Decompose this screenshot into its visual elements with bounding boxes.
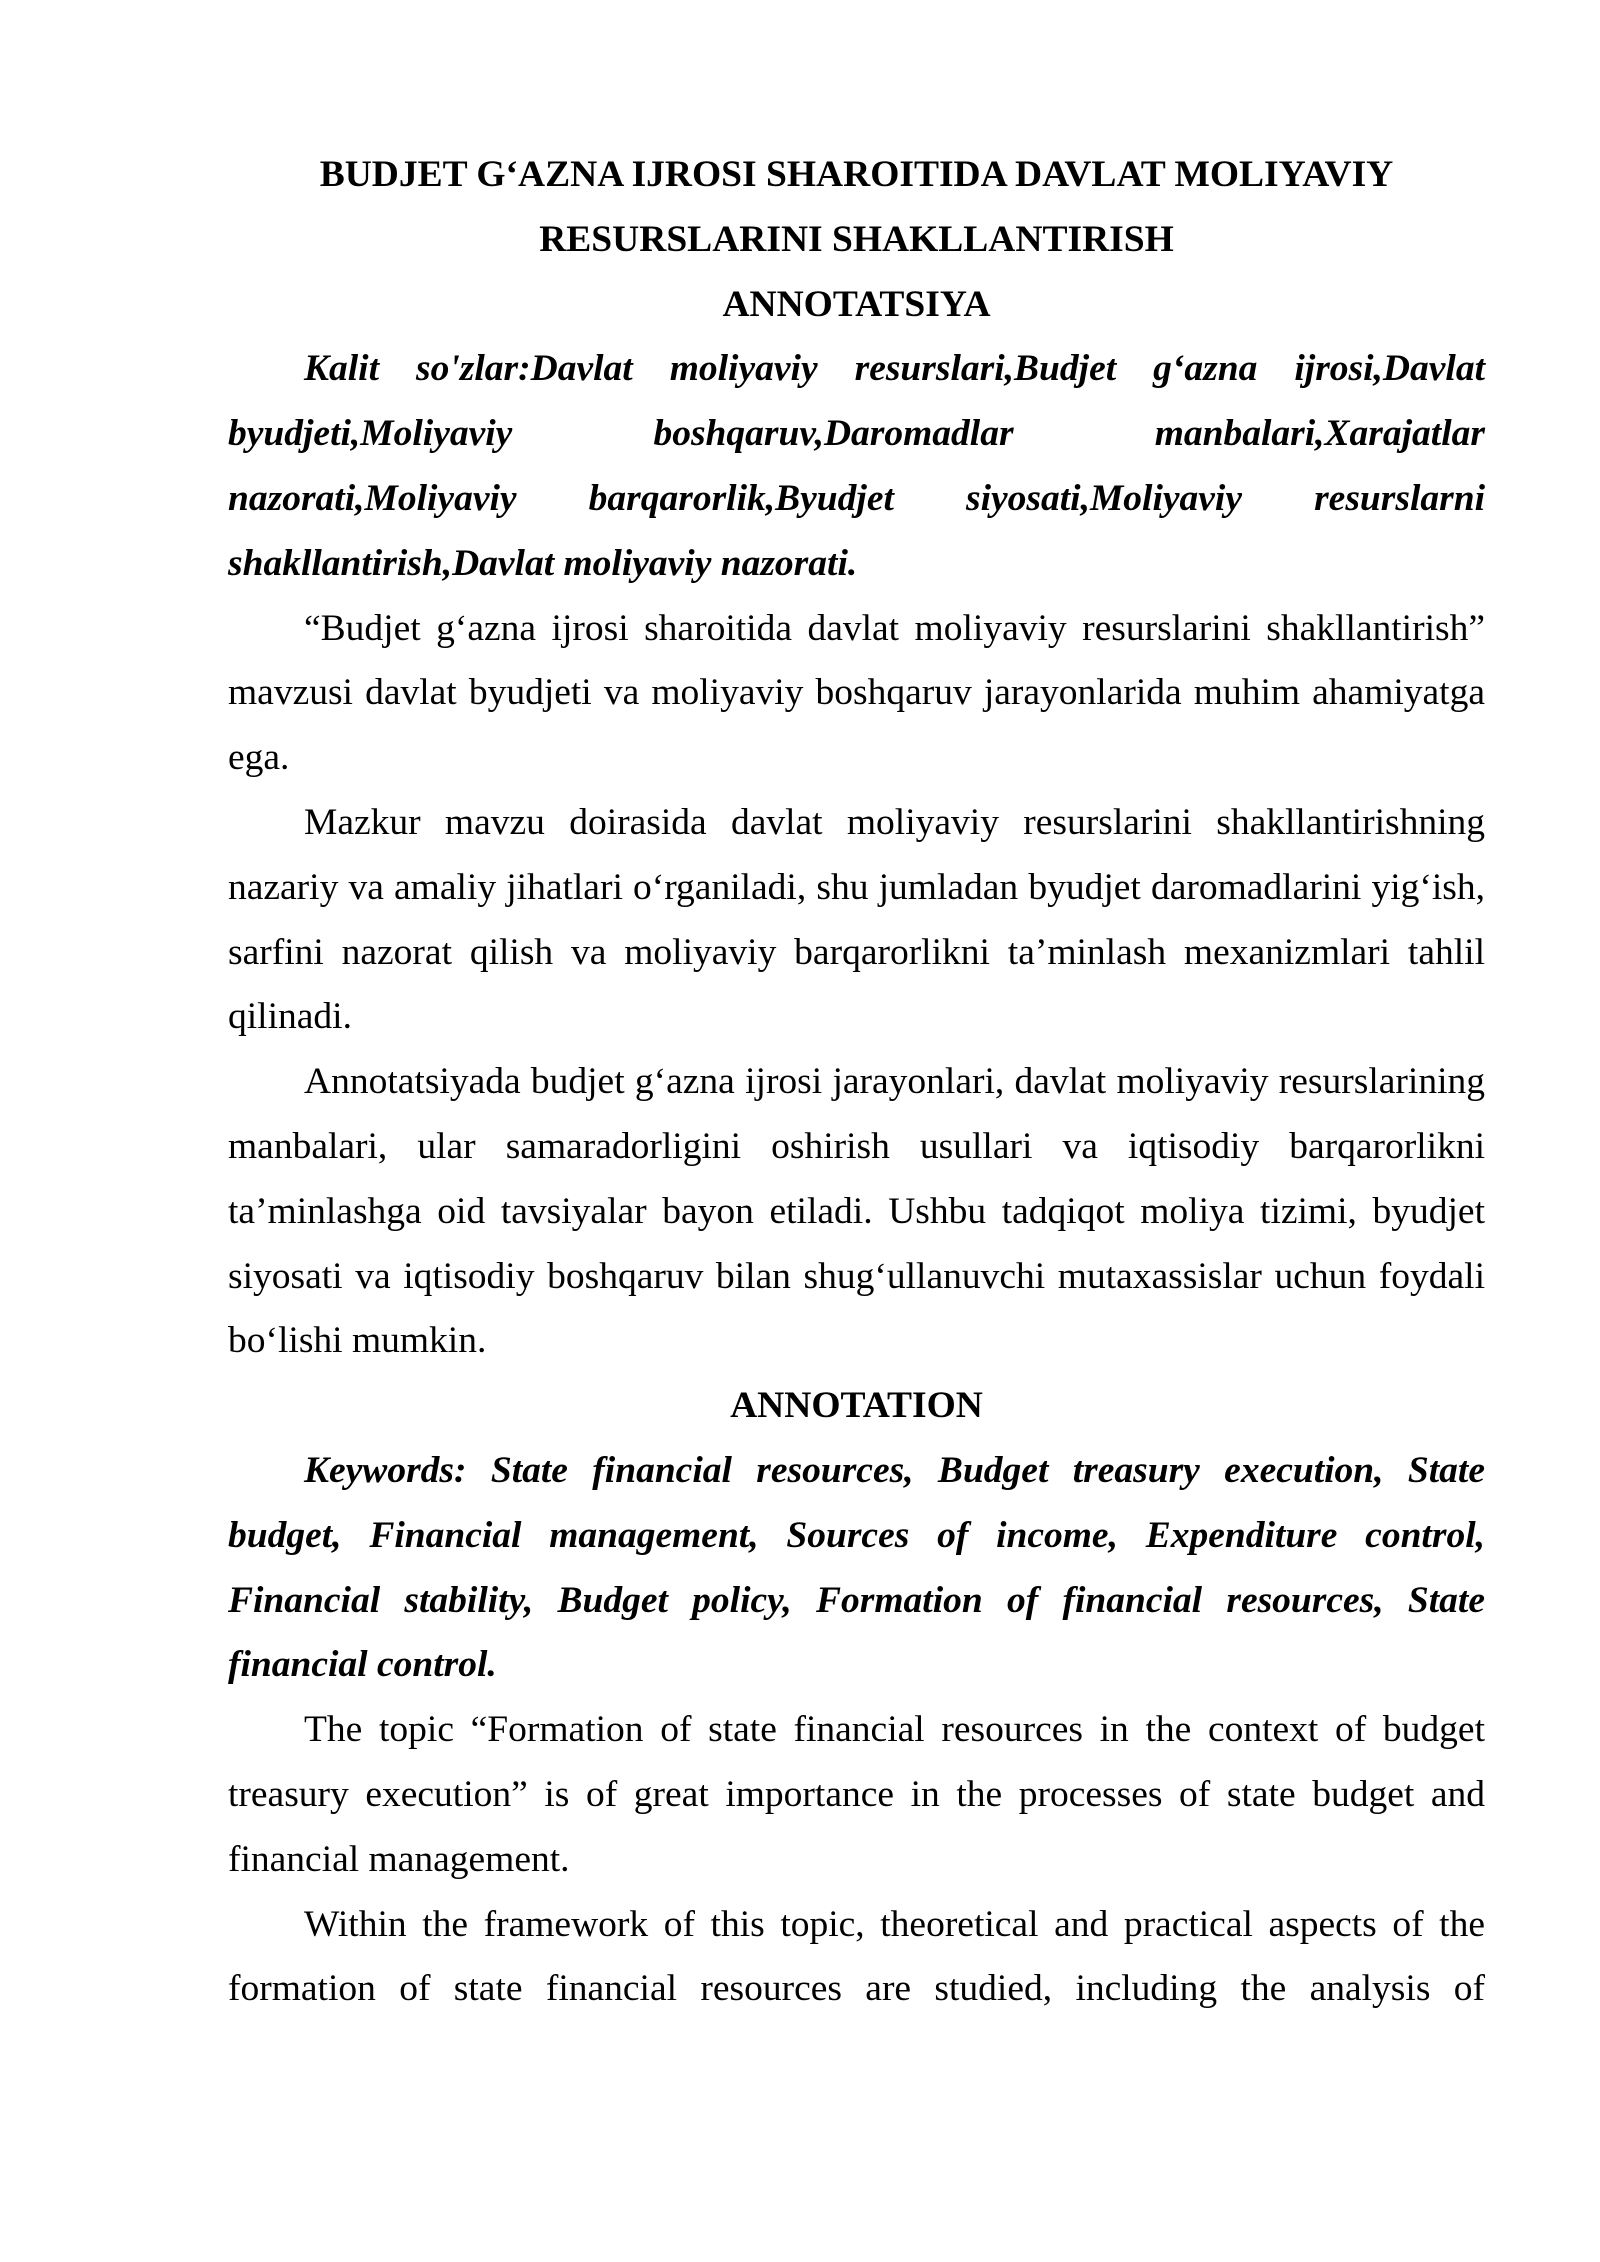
paragraph-en-2: Within the framework of this topic, theoretical and practical aspects of the formation of state financial resources are studied, including the analysis of: [228, 1903, 1485, 2010]
document-content: [228, 143, 1485, 2022]
section-heading-annotation: ANNOTATION: [730, 1385, 983, 1427]
keywords-paragraph-en: Keywords: State financial resources, Budget treasury execution, State budget, Financial management, Sources of income, Expenditure control, Financial stability, Budget policy, Formation of financial resources, State financial control.: [228, 1449, 1485, 1686]
paragraph-uz-2: Mazkur mavzu doirasida davlat moliyaviy resurslarini shakllantirishning nazariy va amaliy jihatlari o‘rganiladi, shu jumladan byudjet daromadlarini yig‘ish, sarfini nazorat qilish va moliyaviy barqarorlikni ta’minlash mexanizmlari tahlil qilinadi.: [228, 801, 1485, 1038]
paragraph-uz-1: “Budjet g‘azna ijrosi sharoitida davlat moliyaviy resurslarini shakllantirish” mavzusi davlat byudjeti va moliyaviy boshqaruv jarayonlarida muhim ahamiyatga ega.: [228, 607, 1485, 779]
document-title-line-1: BUDJET G‘AZNA IJROSI SHAROITIDA DAVLAT MOLIYAVIY: [319, 154, 1394, 195]
section-heading-annotatsiya: ANNOTATSIYA: [722, 283, 991, 325]
paragraph-en-1: The topic “Formation of state financial resources in the context of budget treasury execution” is of great importance in the processes of state budget and financial management.: [228, 1709, 1485, 1880]
document-title: [228, 143, 1485, 273]
keywords-paragraph-uz: Kalit so'zlar:Davlat moliyaviy resurslari,Budjet g‘azna ijrosi,Davlat byudjeti,Moliyaviy boshqaruv,Daromadlar manbalari,Xarajatlar nazorati,Moliyaviy barqarorlik,Byudjet siyosati,Moliyaviy resurslarni shakllantirish,Davlat moliyaviy nazorati.: [228, 348, 1485, 584]
paragraph-uz-3: Annotatsiyada budjet g‘azna ijrosi jarayonlari, davlat moliyaviy resurslarining manbalari, ular samaradorligini oshirish usullari va iqtisodiy barqarorlikni ta’minlashga oid tavsiyalar bayon etiladi. Ushbu tadqiqot moliya tizimi, byudjet siyosati va iqtisodiy boshqaruv bilan shug‘ullanuvchi mutaxassislar uchun foydali bo‘lishi mumkin.: [228, 1061, 1485, 1362]
document-title-line-2: RESURSLARINI SHAKLLANTIRISH: [539, 218, 1174, 260]
